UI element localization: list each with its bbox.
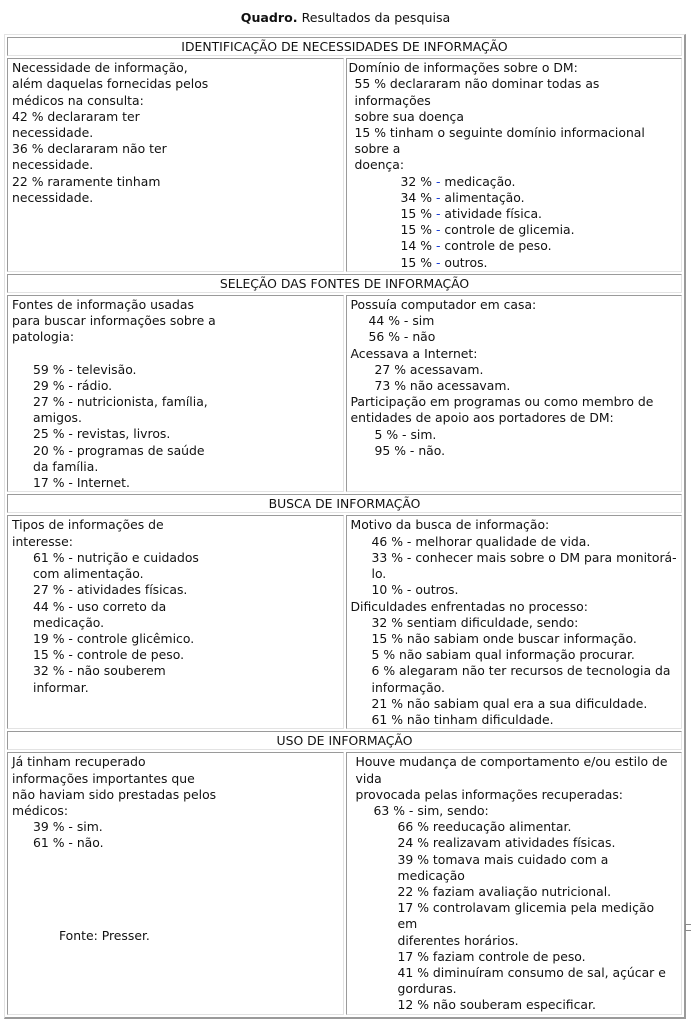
- text-line: sobre sua doença: [354, 108, 464, 124]
- section-body-row: [7, 295, 682, 492]
- list-item: 17 % controlavam glicemia pela medição em: [397, 900, 655, 932]
- domain-label: medicação.: [444, 173, 516, 189]
- list-item: 27 % - atividades físicas.: [33, 582, 188, 598]
- list-item: 20 % - programas de saúde: [33, 442, 205, 458]
- list-item: gorduras.: [397, 981, 457, 997]
- caption-label: Quadro.: [240, 10, 298, 25]
- list-item: 44 % - uso correto da: [33, 598, 167, 614]
- identificacao-left-cell: [7, 58, 344, 272]
- list-item: 42 % declararam ter: [12, 108, 140, 124]
- list-item: informação.: [371, 679, 445, 695]
- list-item: 25 % - revistas, livros.: [33, 426, 171, 442]
- domain-label: controle de glicemia.: [444, 222, 575, 238]
- list-item: 39 % - sim.: [33, 819, 103, 835]
- text-line: Domínio de informações sobre o DM:: [348, 60, 578, 76]
- domain-pct: 15 %: [400, 222, 432, 238]
- spacer: [12, 346, 339, 362]
- list-item: com alimentação.: [33, 566, 144, 582]
- busca-left-cell: [7, 515, 344, 729]
- domain-pct: 14 %: [400, 238, 432, 254]
- section-title-uso: USO DE INFORMAÇÃO: [7, 731, 682, 750]
- list-item: necessidade.: [12, 157, 94, 173]
- dash: -: [435, 254, 441, 270]
- list-item: 22 % raramente tinham: [12, 173, 161, 189]
- dash: -: [435, 206, 441, 222]
- question-line: Acessava a Internet:: [350, 345, 478, 361]
- list-item: 59 % - televisão.: [33, 361, 137, 377]
- selecao-right-cell: [346, 295, 683, 492]
- list-item: 15 % - controle de peso.: [33, 647, 185, 663]
- text-line: informações importantes que: [12, 770, 195, 786]
- section-title-busca: BUSCA DE INFORMAÇÃO: [7, 494, 682, 513]
- section-header-row: [7, 274, 682, 293]
- question-line: provocada pelas informações recuperadas:: [355, 786, 623, 802]
- list-item: 17 % faziam controle de peso.: [397, 948, 586, 964]
- list-item: 46 % - melhorar qualidade de vida.: [371, 533, 591, 549]
- question-line: Participação em programas ou como membro de: [350, 394, 654, 410]
- list-item: 29 % - rádio.: [33, 377, 113, 393]
- text-line: 55 % declararam não dominar todas as informações: [354, 76, 600, 108]
- domain-label: atividade física.: [444, 206, 542, 222]
- table-caption: [0, 10, 691, 26]
- list-item: 5 % não sabiam qual informação procurar.: [371, 647, 635, 663]
- list-item: informar.: [33, 679, 89, 695]
- list-item: 22 % faziam avaliação nutricional.: [397, 883, 612, 899]
- list-item: da família.: [33, 458, 99, 474]
- question-line: Motivo da busca de informação:: [350, 517, 550, 533]
- busca-right-cell: [346, 515, 683, 729]
- selecao-left-cell: [7, 295, 344, 492]
- list-item: 24 % realizavam atividades físicas.: [397, 835, 616, 851]
- text-line: doença:: [354, 157, 405, 173]
- list-item: 32 % sentiam dificuldade, sendo:: [371, 614, 579, 630]
- section-header-row: [7, 494, 682, 513]
- dash: -: [435, 173, 441, 189]
- domain-pct: 15 %: [400, 254, 432, 270]
- section-title-identificacao: IDENTIFICAÇÃO DE NECESSIDADES DE INFORMAÇÃO: [7, 37, 682, 56]
- text-line: interesse:: [12, 533, 73, 549]
- list-item: 17 % - Internet.: [33, 475, 130, 491]
- list-item: 33 % - conhecer mais sobre o DM para monitorá-lo.: [371, 549, 677, 582]
- list-item: amigos.: [33, 410, 82, 426]
- list-item: 39 % tomava mais cuidado com a medicação: [397, 851, 609, 883]
- text-line: Tipos de informações de: [12, 517, 164, 533]
- domain-pct: 32 %: [400, 173, 432, 189]
- list-item: 21 % não sabiam qual era a sua dificuldade.: [371, 695, 648, 711]
- list-item: 36 % declararam não ter: [12, 141, 167, 157]
- resize-handle-icon: [685, 924, 691, 931]
- uso-left-cell: [7, 752, 344, 1014]
- caption-title: Resultados da pesquisa: [297, 10, 451, 25]
- text-line: médicos na consulta:: [12, 92, 144, 108]
- list-item: 5 % - sim.: [374, 426, 437, 442]
- list-item: medicação.: [33, 614, 105, 630]
- list-item: 27 % - nutricionista, família,: [33, 394, 208, 410]
- dash: -: [435, 238, 441, 254]
- list-item: 61 % não tinham dificuldade.: [371, 711, 554, 727]
- results-table: [4, 34, 686, 1019]
- text-line: para buscar informações sobre a: [12, 313, 216, 329]
- domain-item: [349, 190, 678, 206]
- source-note: Fonte: Presser.: [59, 928, 150, 943]
- dash: -: [435, 189, 441, 205]
- list-item: 27 % acessavam.: [374, 361, 484, 377]
- domain-pct: 34 %: [400, 189, 432, 205]
- question-line: entidades de apoio aos portadores de DM:: [350, 410, 614, 426]
- list-item: 56 % - não: [368, 329, 436, 345]
- list-item: 6 % alegaram não ter recursos de tecnologia da: [371, 663, 671, 679]
- domain-label: alimentação.: [444, 189, 525, 205]
- domain-item: [349, 174, 678, 190]
- text-line: Necessidade de informação,: [12, 60, 188, 76]
- list-item: 95 % - não.: [374, 442, 446, 458]
- list-item: 32 % - não souberem: [33, 663, 166, 679]
- list-item: diferentes horários.: [397, 932, 519, 948]
- domain-label: controle de peso.: [444, 238, 552, 254]
- text-line: patologia:: [12, 329, 74, 345]
- section-body-row: [7, 515, 682, 729]
- text-line: 15 % tinham o seguinte domínio informacional sobre a: [354, 125, 645, 157]
- domain-label: outros.: [444, 254, 488, 270]
- sub-heading: 63 % - sim, sendo:: [373, 802, 489, 818]
- list-item: 61 % - não.: [33, 835, 104, 851]
- text-line: Fontes de informação usadas: [12, 297, 194, 313]
- text-line: não haviam sido prestadas pelos: [12, 786, 217, 802]
- uso-right-cell: [346, 752, 683, 1014]
- section-title-selecao: SELEÇÃO DAS FONTES DE INFORMAÇÃO: [7, 274, 682, 293]
- domain-pct: 15 %: [400, 206, 432, 222]
- question-line: Dificuldades enfrentadas no processo:: [350, 598, 588, 614]
- list-item: 19 % - controle glicêmico.: [33, 630, 195, 646]
- domain-item: [349, 206, 678, 222]
- question-line: Houve mudança de comportamento e/ou estilo de vida: [355, 754, 668, 786]
- list-item: necessidade.: [12, 189, 94, 205]
- text-line: médicos:: [12, 802, 69, 818]
- identificacao-right-cell: [346, 58, 683, 272]
- domain-item: [349, 255, 678, 271]
- list-item: 61 % - nutrição e cuidados: [33, 549, 199, 565]
- list-item: 73 % não acessavam.: [374, 378, 511, 394]
- list-item: necessidade.: [12, 125, 94, 141]
- section-header-row: [7, 731, 682, 750]
- text-line: além daquelas fornecidas pelos: [12, 76, 209, 92]
- question-line: Possuía computador em casa:: [350, 297, 537, 313]
- section-body-row: [7, 58, 682, 272]
- list-item: 44 % - sim: [368, 313, 435, 329]
- section-body-row: [7, 752, 682, 1014]
- domain-item: [349, 238, 678, 254]
- list-item: 15 % não sabiam onde buscar informação.: [371, 630, 637, 646]
- domain-item: [349, 222, 678, 238]
- list-item: 41 % diminuíram consumo de sal, açúcar e: [397, 964, 666, 980]
- list-item: 66 % reeducação alimentar.: [397, 819, 572, 835]
- section-header-row: [7, 37, 682, 56]
- list-item: 12 % não souberam especificar.: [397, 997, 596, 1013]
- text-line: Já tinham recuperado: [12, 754, 146, 770]
- list-item: 10 % - outros.: [371, 582, 459, 598]
- dash: -: [435, 222, 441, 238]
